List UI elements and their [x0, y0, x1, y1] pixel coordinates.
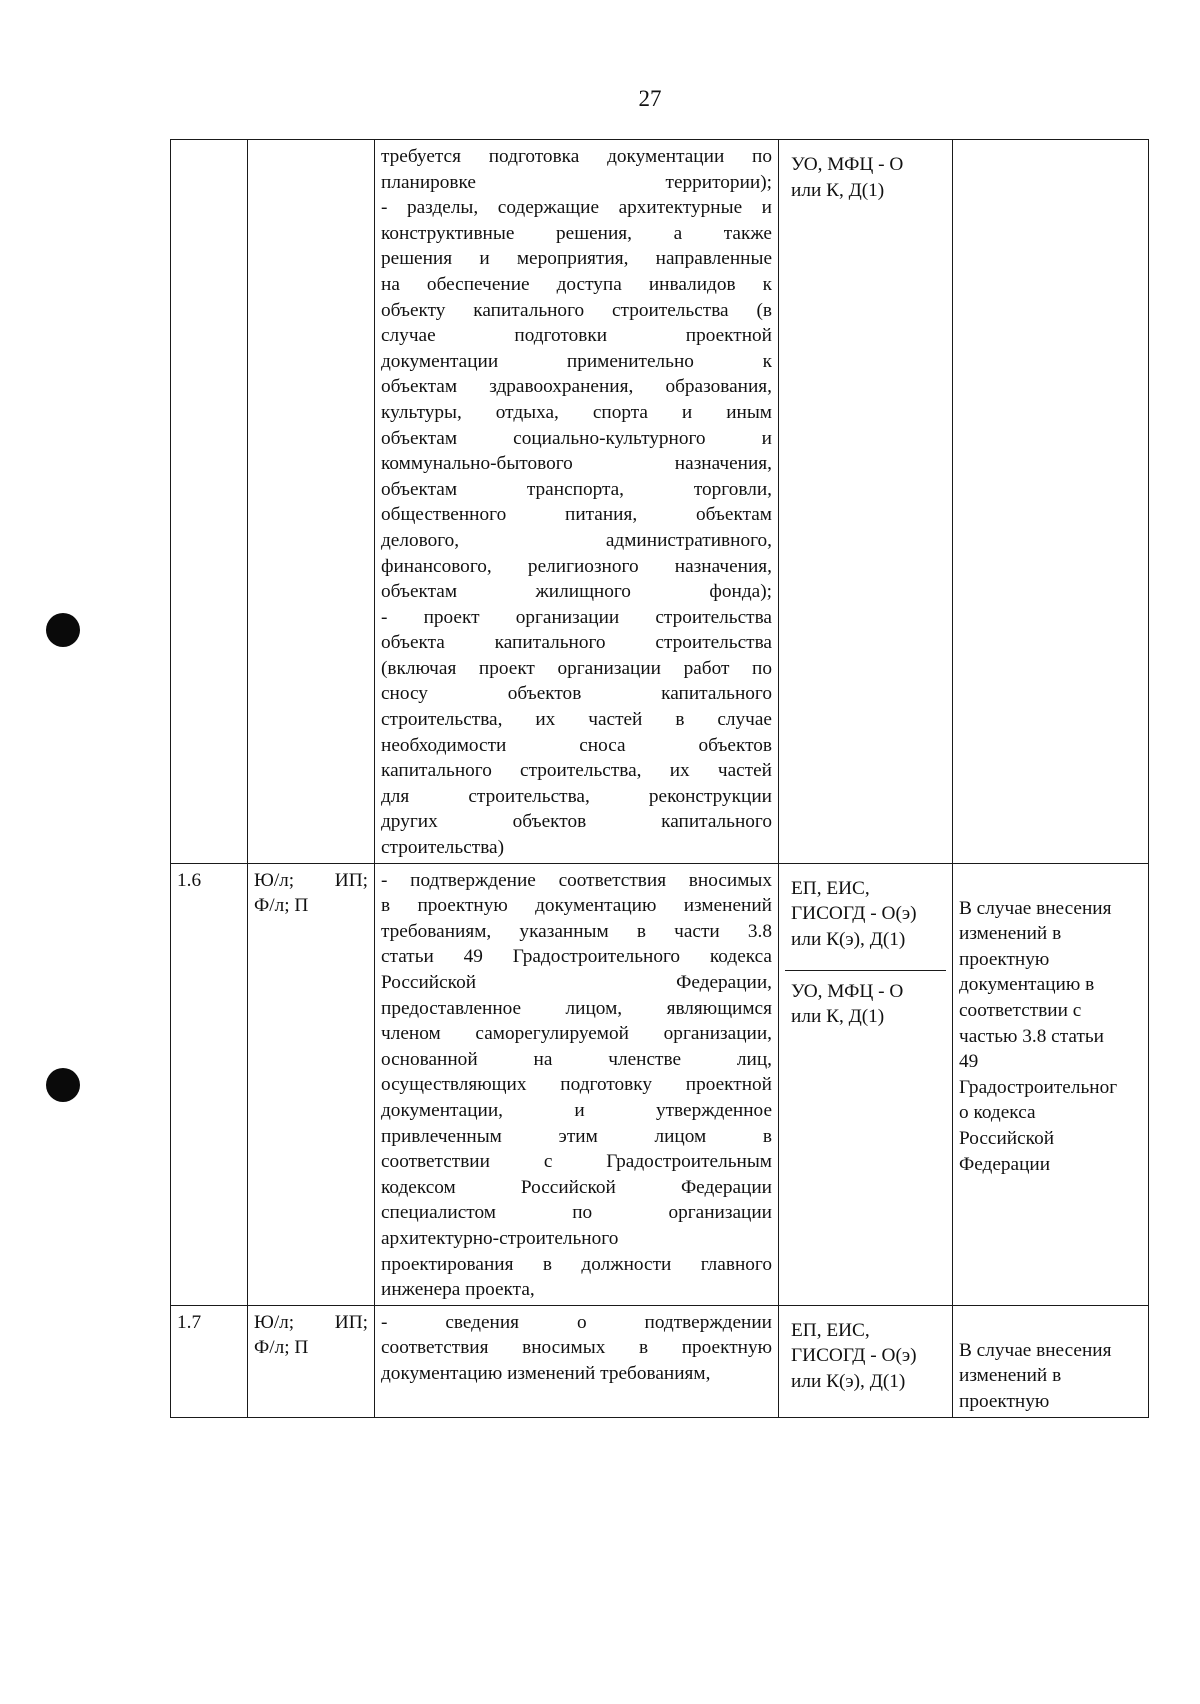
text-line: необходимости сноса объектов — [381, 734, 772, 756]
text-line: или К, Д(1) — [791, 1006, 885, 1028]
row-number-cell — [171, 1305, 248, 1417]
text-line: объектам социально-культурного и — [381, 427, 772, 449]
text-line: Российской Федерации, — [381, 972, 772, 993]
requirements-table — [170, 139, 1149, 1418]
text-line: ГИСОГД - О(э) — [791, 1345, 917, 1367]
submission-method-block — [785, 1310, 946, 1399]
text-line: коммунально-бытового назначения, — [381, 453, 772, 475]
document-description-cell — [375, 863, 779, 1305]
document-description-cell — [375, 1305, 779, 1417]
text-line: статьи 49 Градостроительного кодекса — [381, 946, 772, 968]
text-line: в проектную документацию изменений — [381, 895, 772, 917]
text-line: инженера проекта, — [381, 1279, 535, 1301]
text-line: для строительства, реконструкции — [381, 785, 772, 807]
note-cell — [953, 140, 1149, 864]
text-line: сносу объектов капитального — [381, 683, 772, 705]
row-number-cell — [171, 863, 248, 1305]
submission-method-cell — [779, 140, 953, 864]
submission-method-cell — [779, 863, 953, 1305]
text-line: документацию в — [959, 974, 1095, 996]
row-number: 1.7 — [177, 1311, 202, 1333]
table-row — [171, 140, 1149, 864]
table-row — [171, 1305, 1149, 1417]
text-line: - проект организации строительства — [381, 606, 772, 628]
text-line: специалистом по организации — [381, 1202, 772, 1224]
text-line: Российской — [959, 1127, 1055, 1149]
text-line: Градостроительног — [959, 1076, 1118, 1098]
text-line: делового, административного, — [381, 529, 772, 551]
table-row — [171, 863, 1149, 1305]
applicant-type-cell — [248, 863, 375, 1305]
text-line: Ф/л; П — [254, 895, 309, 917]
text-line: документацию изменений требованиям, — [381, 1362, 711, 1384]
text-line: капитального строительства, их частей — [381, 760, 772, 782]
text-line: общественного питания, объектам — [381, 504, 772, 526]
text-line: УО, МФЦ - О — [791, 154, 904, 175]
text-line: ГИСОГД - О(э) — [791, 903, 917, 925]
punch-hole-lower — [46, 1068, 80, 1102]
text-line: Ю/л; ИП; — [254, 869, 368, 891]
text-line: объекту капитального строительства (в — [381, 299, 772, 321]
text-line: или К, Д(1) — [791, 179, 885, 201]
note-cell — [953, 1305, 1149, 1417]
text-line: документации применительно к — [381, 350, 772, 372]
row-number: 1.6 — [177, 869, 202, 891]
text-line: частью 3.8 статьи — [959, 1025, 1104, 1047]
text-line: (включая проект организации работ по — [381, 657, 772, 679]
text-line: требуется подготовка документации по — [381, 146, 772, 167]
text-line: финансового, религиозного назначения, — [381, 555, 772, 577]
text-line: соответствии с Градостроительным — [381, 1151, 772, 1173]
text-line: случае подготовки проектной — [381, 325, 772, 347]
text-line: - сведения о подтверждении — [381, 1311, 772, 1333]
text-line: проектирования в должности главного — [381, 1253, 772, 1275]
submission-method-block — [785, 868, 946, 970]
text-line: ЕП, ЕИС, — [791, 877, 870, 899]
text-line: о кодекса — [959, 1102, 1036, 1124]
text-line: требованиям, указанным в части 3.8 — [381, 920, 772, 942]
text-line: В случае внесения — [959, 897, 1112, 919]
applicant-type-cell — [248, 140, 375, 864]
text-line: проектную — [959, 1390, 1050, 1412]
text-line: объектам здравоохранения, образования, — [381, 376, 772, 398]
text-line: проектную — [959, 948, 1050, 970]
text-line: или К(э), Д(1) — [791, 928, 906, 950]
text-line: осуществляющих подготовку проектной — [381, 1074, 772, 1096]
document-description-cell — [375, 140, 779, 864]
text-line: привлеченным этим лицом в — [381, 1125, 772, 1147]
text-line: УО, МФЦ - О — [791, 980, 904, 1002]
text-line: на обеспечение доступа инвалидов к — [381, 273, 772, 295]
text-line: документации, и утвержденное — [381, 1099, 772, 1121]
text-line: ЕП, ЕИС, — [791, 1319, 870, 1341]
text-line: изменений в — [959, 923, 1062, 945]
row-number-cell — [171, 140, 248, 864]
punch-hole-upper — [46, 613, 80, 647]
page-number: 27 — [638, 86, 662, 111]
text-line: кодексом Российской Федерации — [381, 1176, 772, 1198]
text-line: или К(э), Д(1) — [791, 1370, 906, 1392]
text-line: 49 — [959, 1051, 979, 1073]
text-line: объекта капитального строительства — [381, 632, 772, 654]
text-line: соответствии с — [959, 1000, 1082, 1021]
submission-method-block — [785, 144, 946, 207]
text-line: соответствия вносимых в проектную — [381, 1337, 772, 1359]
text-line: строительства) — [381, 837, 505, 859]
text-line: планировке территории); — [381, 171, 772, 193]
text-line: - разделы, содержащие архитектурные и — [381, 197, 772, 219]
text-line: основанной на членстве лиц, — [381, 1048, 772, 1070]
text-line: решения и мероприятия, направленные — [381, 248, 772, 270]
text-line: объектам транспорта, торговли, — [381, 478, 772, 500]
submission-method-cell — [779, 1305, 953, 1417]
text-line: архитектурно-строительного — [381, 1227, 619, 1249]
submission-method-block — [785, 970, 946, 1034]
text-line: изменений в — [959, 1365, 1062, 1387]
text-line: объектам жилищного фонда); — [381, 581, 772, 603]
text-line: Ю/л; ИП; — [254, 1311, 368, 1333]
text-line: Федерации — [959, 1153, 1051, 1175]
text-line: строительства, их частей в случае — [381, 709, 772, 731]
text-line: культуры, отдыха, спорта и иным — [381, 401, 772, 423]
text-line: членом саморегулируемой организации, — [381, 1023, 772, 1045]
note-cell — [953, 863, 1149, 1305]
text-line: Ф/л; П — [254, 1337, 309, 1359]
text-line: В случае внесения — [959, 1339, 1112, 1361]
text-line: конструктивные решения, а также — [381, 222, 772, 244]
text-line: - подтверждение соответствия вносимых — [381, 869, 772, 891]
text-line: предоставленное лицом, являющимся — [381, 997, 772, 1019]
text-line: других объектов капитального — [381, 811, 772, 833]
applicant-type-cell — [248, 1305, 375, 1417]
